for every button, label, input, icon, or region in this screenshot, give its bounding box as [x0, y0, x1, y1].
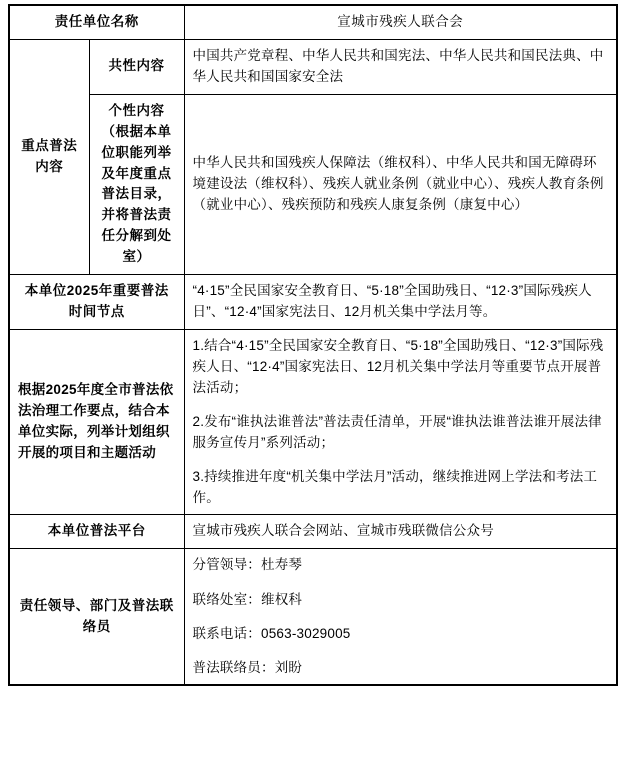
contact-phone: 联系电话：0563-3029005	[192, 625, 351, 641]
sub-label-common-content: 共性内容	[89, 39, 184, 94]
activity-item-3: 3.持续推进年度“机关集中学法月”活动，继续推进网上学法和考法工作。	[192, 468, 598, 505]
row-value-activities	[184, 329, 617, 514]
row-value-contacts	[184, 549, 617, 686]
table-row-time-nodes	[9, 275, 617, 330]
row-label-activities: 根据2025年度全市普法依法治理工作要点，结合本单位实际，列举计划组织开展的项目和主题活动	[9, 329, 184, 514]
table-row-common-content	[9, 39, 617, 94]
row-value-unit-name: 宣城市残疾人联合会	[184, 5, 617, 39]
row-label-key-content	[9, 39, 89, 274]
table-row-contacts	[9, 549, 617, 686]
activity-item-2: 2.发布“谁执法谁普法”普法责任清单，开展“谁执法谁普法谁开展法律服务宣传月”系列活动；	[192, 413, 602, 450]
table-row-individual-content	[9, 94, 617, 274]
responsibility-form-table	[8, 4, 618, 686]
contact-department: 联络处室：维权科	[192, 591, 303, 607]
sub-label-individual-content: 个性内容（根据本单位职能列举及年度重点普法目录，并将普法责任分解到处室）	[89, 94, 184, 274]
table-row-platform	[9, 515, 617, 549]
row-label-platform: 本单位普法平台	[9, 515, 184, 549]
table-row-unit-name	[9, 5, 617, 39]
contact-liaison: 普法联络员：刘盼	[192, 660, 303, 676]
table-row-activities	[9, 329, 617, 514]
row-value-platform: 宣城市残疾人联合会网站、宣城市残联微信公众号	[184, 515, 617, 549]
row-value-time-nodes: “4·15”全民国家安全教育日、“5·18”全国助残日、“12·3”国际残疾人日”、“12·4”国家宪法日、12月机关集中学法月等。	[184, 275, 617, 330]
sub-value-common-content: 中国共产党章程、中华人民共和国宪法、中华人民共和国民法典、中华人民共和国国家安全法	[184, 39, 617, 94]
sub-value-individual-content: 中华人民共和国残疾人保障法（维权科）、中华人民共和国无障碍环境建设法（维权科）、残疾人就业条例（就业中心）、残疾人教育条例（就业中心）、残疾预防和残疾人康复条例（康复中心）	[184, 94, 617, 274]
activity-item-1: 1.结合“4·15”全民国家安全教育日、“5·18”全国助残日、“12·3”国际残疾人日、“12·4”国家宪法日、12月机关集中学法月等重要节点开展普法活动；	[192, 337, 604, 395]
row-label-key-content-text: 重点普法内容	[21, 138, 78, 175]
row-label-contacts: 责任领导、部门及普法联络员	[9, 549, 184, 686]
row-label-time-nodes: 本单位2025年重要普法时间节点	[9, 275, 184, 330]
row-label-unit-name: 责任单位名称	[9, 5, 184, 39]
contact-leader: 分管领导：杜寿琴	[192, 557, 303, 573]
